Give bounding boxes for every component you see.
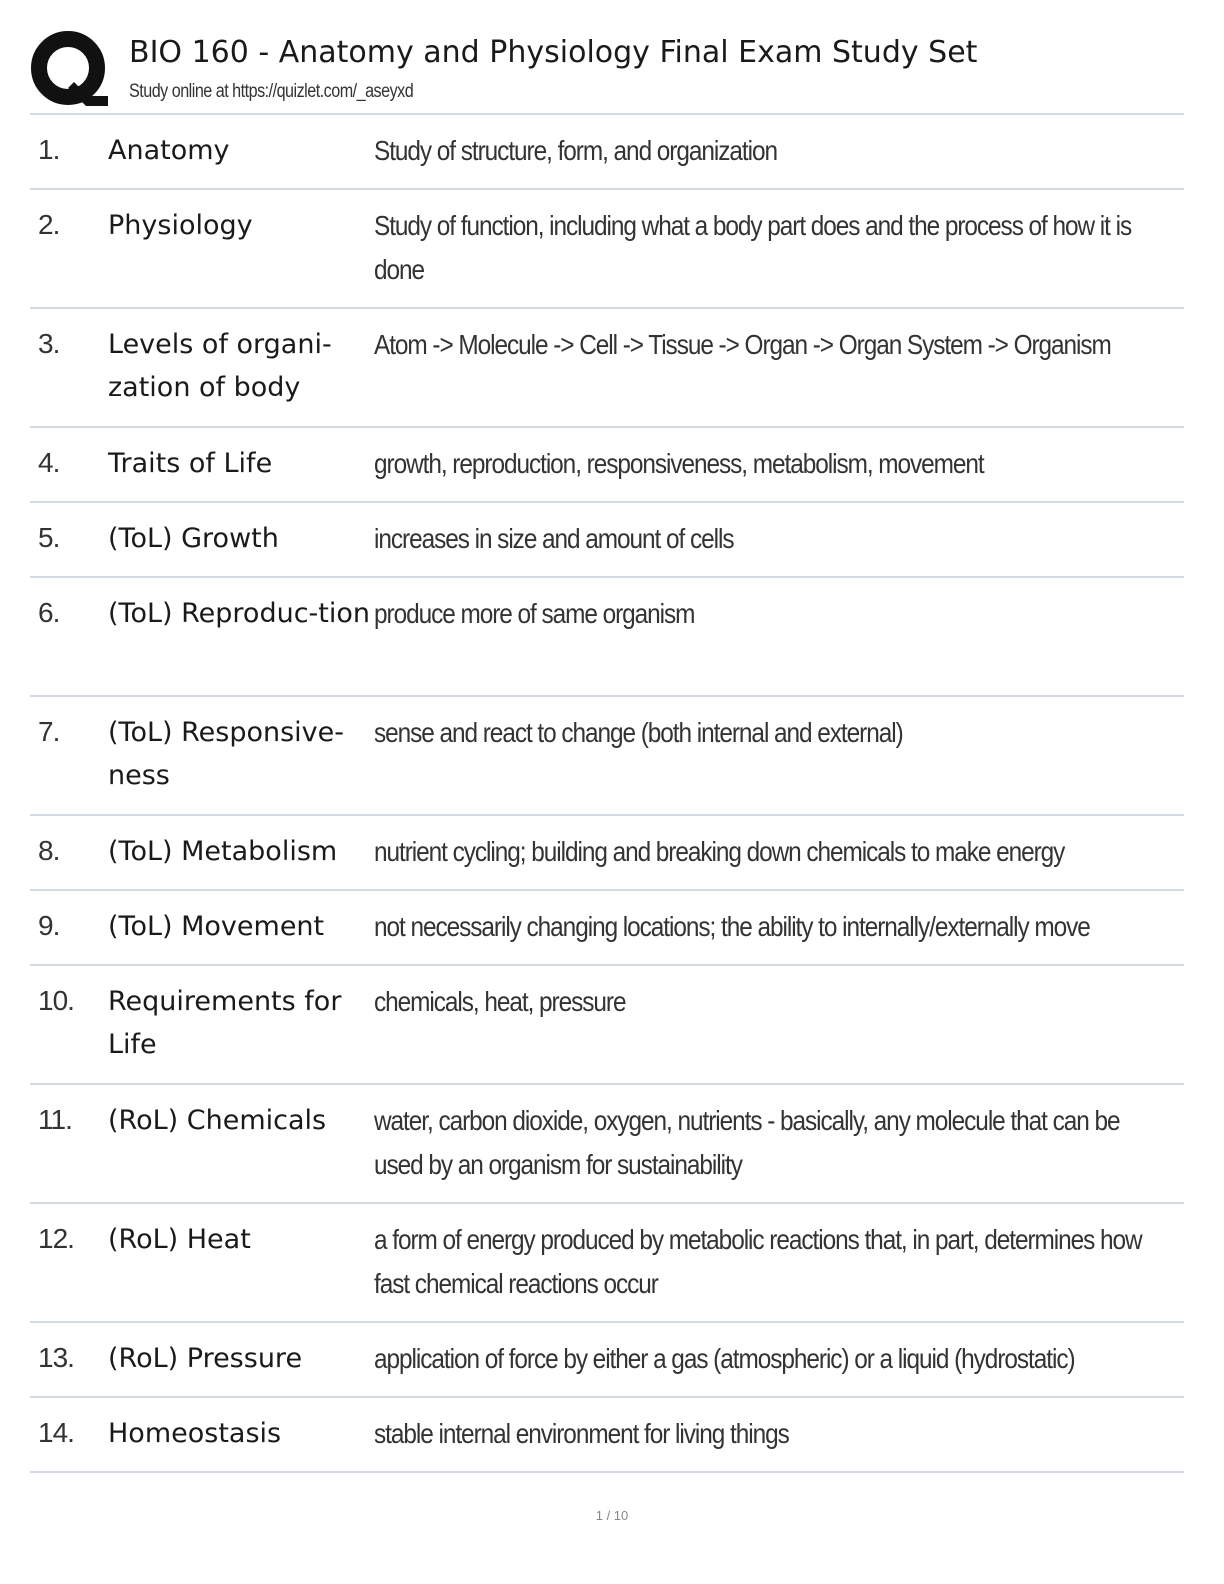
term-number: 1. bbox=[38, 134, 60, 165]
term-definition: nutrient cycling; building and breaking down chemicals to make energy bbox=[374, 836, 1065, 867]
term-definition: increases in size and amount of cells bbox=[374, 523, 734, 554]
term-definition: water, carbon dioxide, oxygen, nutrients - basically, any molecule that can be used by an organism for sustainability bbox=[374, 1105, 1120, 1180]
page-header bbox=[30, 30, 1184, 114]
term-name: (ToL) Metabolism bbox=[108, 836, 338, 867]
term-name: Anatomy bbox=[108, 135, 230, 166]
study-online-link[interactable]: Study online at https://quizlet.com/_aseyxd bbox=[129, 81, 414, 102]
term-row bbox=[30, 1085, 1184, 1204]
terms-list bbox=[30, 113, 1184, 1473]
term-number: 8. bbox=[38, 835, 60, 866]
term-name: Traits of Life bbox=[108, 448, 273, 479]
quizlet-logo-icon bbox=[30, 30, 110, 110]
term-row bbox=[30, 503, 1184, 578]
term-name: (ToL) Growth bbox=[108, 523, 279, 554]
term-name: (RoL) Pressure bbox=[108, 1343, 303, 1374]
term-name: (ToL) Responsive-ness bbox=[108, 717, 345, 791]
term-name: (RoL) Chemicals bbox=[108, 1105, 327, 1136]
term-definition: a form of energy produced by metabolic reactions that, in part, determines how fast chemical reactions occur bbox=[374, 1224, 1142, 1299]
term-row bbox=[30, 697, 1184, 816]
term-definition: Study of structure, form, and organization bbox=[374, 135, 777, 166]
term-number: 3. bbox=[38, 328, 60, 359]
term-row bbox=[30, 1323, 1184, 1398]
term-row bbox=[30, 428, 1184, 503]
term-row bbox=[30, 578, 1184, 697]
term-row bbox=[30, 309, 1184, 428]
term-definition: sense and react to change (both internal and external) bbox=[374, 717, 903, 748]
term-number: 6. bbox=[38, 597, 60, 628]
term-number: 2. bbox=[38, 209, 60, 240]
term-definition: growth, reproduction, responsiveness, metabolism, movement bbox=[374, 448, 984, 479]
term-row bbox=[30, 1204, 1184, 1323]
term-number: 7. bbox=[38, 716, 60, 747]
term-row bbox=[30, 816, 1184, 891]
term-row bbox=[30, 891, 1184, 966]
term-name: Requirements for Life bbox=[108, 986, 342, 1060]
term-number: 9. bbox=[38, 910, 60, 941]
page-title: BIO 160 - Anatomy and Physiology Final Exam Study Set bbox=[129, 35, 978, 70]
term-number: 5. bbox=[38, 522, 60, 553]
term-definition: not necessarily changing locations; the ability to internally/externally move bbox=[374, 911, 1090, 942]
term-name: (ToL) Movement bbox=[108, 911, 325, 942]
term-name: Levels of organi-zation of body bbox=[108, 329, 332, 403]
term-definition: stable internal environment for living things bbox=[374, 1418, 789, 1449]
term-definition: Atom -> Molecule -> Cell -> Tissue -> Organ -> Organ System -> Organism bbox=[374, 329, 1111, 360]
term-name: (ToL) Reproduc-tion bbox=[108, 598, 370, 629]
term-number: 11. bbox=[38, 1104, 72, 1135]
term-definition: application of force by either a gas (atmospheric) or a liquid (hydrostatic) bbox=[374, 1343, 1075, 1374]
term-row bbox=[30, 190, 1184, 309]
term-definition: Study of function, including what a body part does and the process of how it is done bbox=[374, 210, 1132, 285]
term-name: Homeostasis bbox=[108, 1418, 282, 1449]
term-row bbox=[30, 966, 1184, 1085]
term-number: 10. bbox=[38, 985, 74, 1016]
term-number: 12. bbox=[38, 1223, 74, 1254]
term-row bbox=[30, 1398, 1184, 1473]
term-number: 14. bbox=[38, 1417, 74, 1448]
term-number: 4. bbox=[38, 447, 60, 478]
page-number: 1 / 10 bbox=[595, 1508, 629, 1523]
term-name: Physiology bbox=[108, 210, 253, 241]
term-definition: produce more of same organism bbox=[374, 598, 695, 629]
term-row bbox=[30, 115, 1184, 190]
term-name: (RoL) Heat bbox=[108, 1224, 251, 1255]
term-definition: chemicals, heat, pressure bbox=[374, 986, 626, 1017]
term-number: 13. bbox=[38, 1342, 74, 1373]
